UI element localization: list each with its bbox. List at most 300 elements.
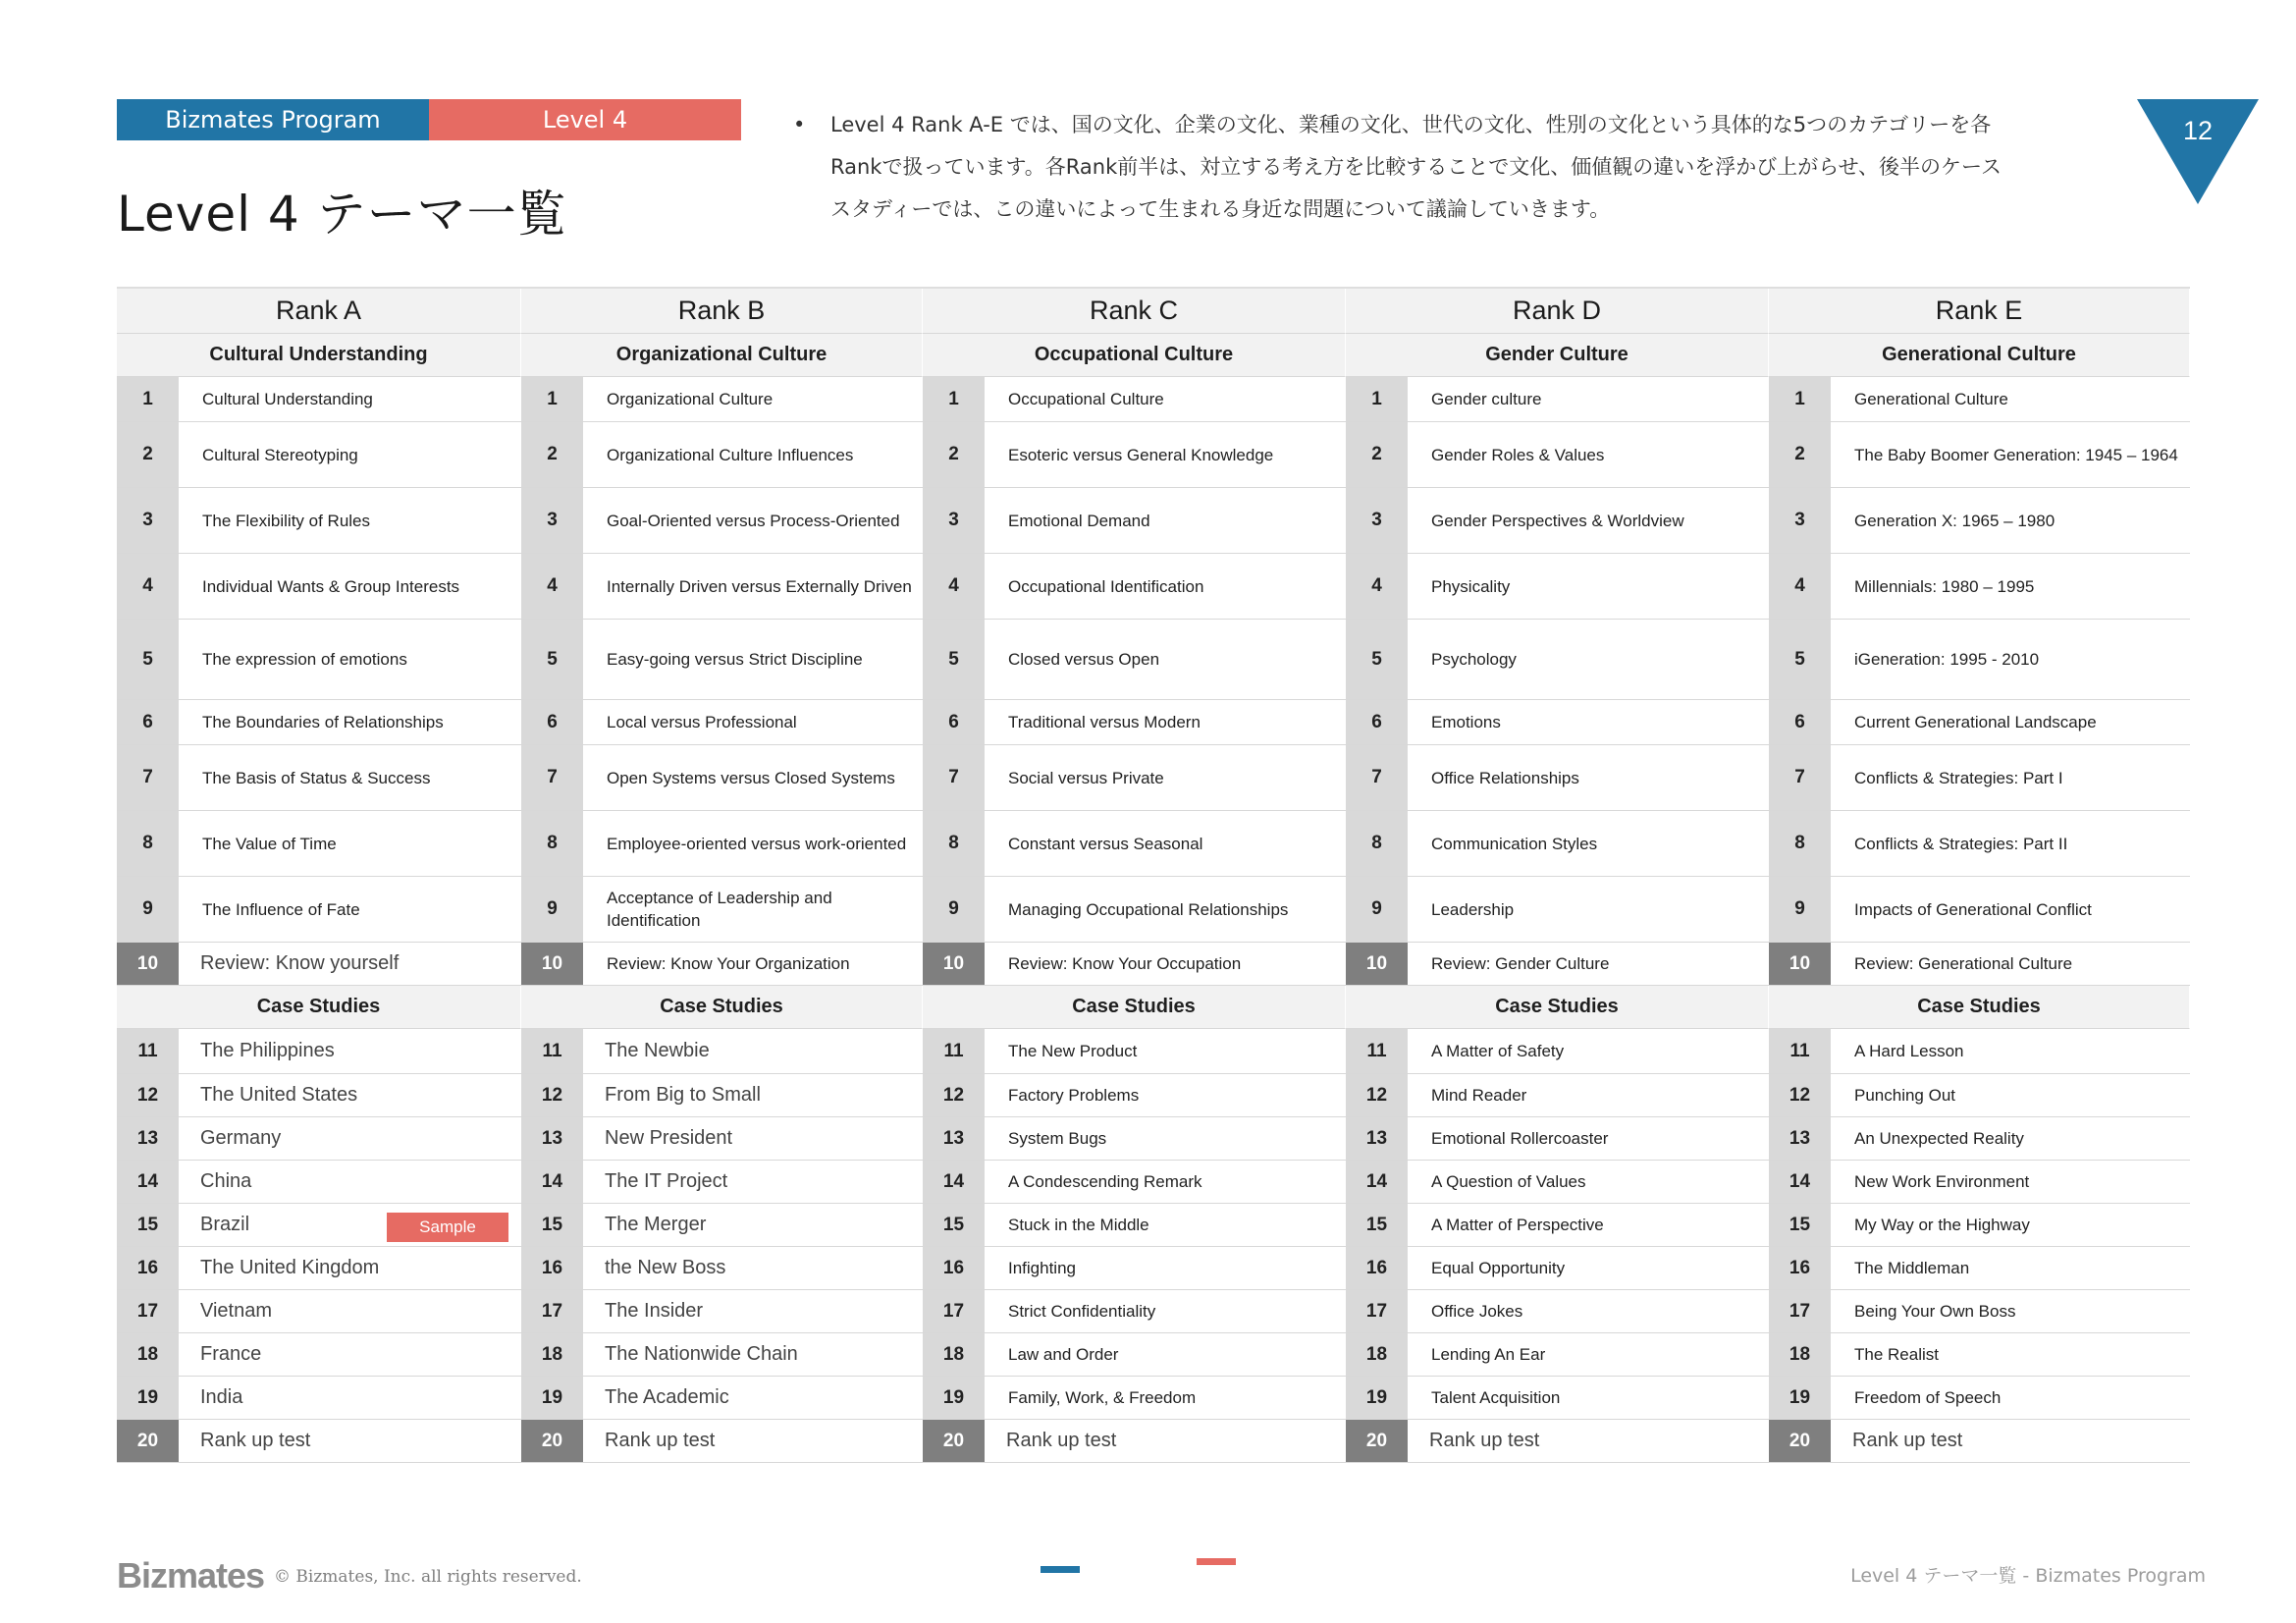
row-title: Mind Reader bbox=[1431, 1086, 1527, 1105]
cases-row bbox=[521, 1377, 923, 1420]
row-number: 12 bbox=[117, 1074, 179, 1116]
decor-dash-blue bbox=[1041, 1566, 1080, 1573]
cases-row bbox=[521, 1420, 923, 1463]
row-number: 8 bbox=[1769, 811, 1831, 876]
row-title: The Realist bbox=[1854, 1345, 1939, 1364]
row-number: 3 bbox=[923, 488, 985, 553]
cases-row bbox=[923, 1333, 1346, 1377]
row-number: 14 bbox=[521, 1161, 583, 1203]
row-title: China bbox=[200, 1170, 252, 1192]
program-tag: Bizmates Program bbox=[117, 99, 429, 140]
row-number: 13 bbox=[1346, 1117, 1408, 1160]
row-number: 6 bbox=[521, 700, 583, 744]
footer-logo: Bizmates bbox=[117, 1555, 265, 1596]
lessons-row bbox=[1769, 943, 2190, 986]
case-studies-header: Case Studies bbox=[117, 986, 521, 1029]
row-number: 20 bbox=[1346, 1420, 1408, 1462]
row-title: Lending An Ear bbox=[1431, 1345, 1546, 1364]
row-number: 7 bbox=[1346, 745, 1408, 810]
category-header: Gender Culture bbox=[1346, 334, 1769, 377]
row-number: 9 bbox=[1769, 877, 1831, 942]
row-title: Punching Out bbox=[1854, 1086, 1956, 1105]
row-number: 3 bbox=[521, 488, 583, 553]
row-title: Emotional Demand bbox=[1008, 511, 1150, 530]
lessons-row bbox=[117, 745, 521, 811]
row-title: The Value of Time bbox=[202, 834, 337, 853]
lessons-row bbox=[1769, 811, 2190, 877]
row-title: Occupational Identification bbox=[1008, 576, 1204, 596]
row-number: 20 bbox=[1769, 1420, 1831, 1462]
row-title: Cultural Stereotyping bbox=[202, 445, 358, 464]
row-title: The Baby Boomer Generation: 1945 – 1964 bbox=[1854, 445, 2178, 464]
category-header: Occupational Culture bbox=[923, 334, 1346, 377]
row-number: 13 bbox=[1769, 1117, 1831, 1160]
lessons-row bbox=[117, 422, 521, 488]
row-number: 15 bbox=[521, 1204, 583, 1246]
row-title: Goal-Oriented versus Process-Oriented bbox=[607, 511, 900, 530]
bullet-marker: • bbox=[793, 113, 806, 136]
cases-row bbox=[923, 1204, 1346, 1247]
theme-table bbox=[117, 287, 2190, 1463]
cases-row bbox=[923, 1029, 1346, 1074]
row-number: 5 bbox=[1769, 620, 1831, 699]
lessons-row bbox=[521, 811, 923, 877]
row-title: Rank up test bbox=[1852, 1430, 1963, 1451]
rank-header: Rank A bbox=[117, 289, 521, 334]
row-number: 15 bbox=[117, 1204, 179, 1246]
row-title: Conflicts & Strategies: Part II bbox=[1854, 834, 2068, 853]
lessons-row bbox=[1769, 422, 2190, 488]
cases-row bbox=[1346, 1161, 1769, 1204]
row-title: Talent Acquisition bbox=[1431, 1388, 1561, 1407]
row-number: 7 bbox=[923, 745, 985, 810]
cases-row bbox=[1769, 1247, 2190, 1290]
row-title: Emotional Rollercoaster bbox=[1431, 1129, 1609, 1148]
row-title: A Matter of Perspective bbox=[1431, 1216, 1604, 1234]
row-title: Traditional versus Modern bbox=[1008, 713, 1201, 731]
lessons-row bbox=[923, 422, 1346, 488]
cases-row bbox=[521, 1117, 923, 1161]
lessons-row bbox=[521, 943, 923, 986]
row-title: Review: Know Your Organization bbox=[607, 954, 850, 973]
lessons-row bbox=[1346, 422, 1769, 488]
lessons-row bbox=[521, 745, 923, 811]
row-number: 5 bbox=[117, 620, 179, 699]
lessons-row bbox=[923, 554, 1346, 620]
row-title: Rank up test bbox=[1429, 1430, 1540, 1451]
row-number: 6 bbox=[923, 700, 985, 744]
row-title: The Nationwide Chain bbox=[605, 1343, 798, 1365]
row-number: 10 bbox=[117, 943, 179, 985]
row-title: the New Boss bbox=[605, 1257, 726, 1278]
cases-row bbox=[1769, 1161, 2190, 1204]
row-title: Freedom of Speech bbox=[1854, 1388, 2002, 1407]
row-number: 11 bbox=[117, 1029, 179, 1073]
sample-badge: Sample bbox=[387, 1213, 508, 1242]
row-number: 15 bbox=[1346, 1204, 1408, 1246]
row-title: Rank up test bbox=[200, 1430, 311, 1451]
row-title: Strict Confidentiality bbox=[1008, 1302, 1156, 1321]
lessons-row bbox=[1769, 877, 2190, 943]
row-number: 19 bbox=[923, 1377, 985, 1419]
lessons-row bbox=[1346, 811, 1769, 877]
cases-row bbox=[1346, 1029, 1769, 1074]
row-number: 12 bbox=[923, 1074, 985, 1116]
row-number: 16 bbox=[1769, 1247, 1831, 1289]
row-number: 4 bbox=[1769, 554, 1831, 619]
row-number: 4 bbox=[923, 554, 985, 619]
row-title: The United Kingdom bbox=[200, 1257, 380, 1278]
row-number: 12 bbox=[521, 1074, 583, 1116]
lessons-row bbox=[117, 943, 521, 986]
row-title: The Middleman bbox=[1854, 1259, 1970, 1277]
lessons-row bbox=[117, 620, 521, 700]
row-number: 19 bbox=[521, 1377, 583, 1419]
row-number: 1 bbox=[923, 377, 985, 421]
cases-row bbox=[923, 1161, 1346, 1204]
row-title: Closed versus Open bbox=[1008, 650, 1160, 669]
cases-row bbox=[117, 1290, 521, 1333]
lessons-row bbox=[1346, 554, 1769, 620]
row-title: Employee-oriented versus work-oriented bbox=[607, 834, 907, 853]
row-number: 12 bbox=[1346, 1074, 1408, 1116]
row-title: Acceptance of Leadership and Identification bbox=[607, 889, 832, 930]
row-number: 12 bbox=[1769, 1074, 1831, 1116]
row-number: 10 bbox=[923, 943, 985, 985]
row-number: 1 bbox=[117, 377, 179, 421]
row-number: 8 bbox=[117, 811, 179, 876]
row-number: 20 bbox=[923, 1420, 985, 1462]
row-title: Physicality bbox=[1431, 576, 1511, 596]
row-title: The United States bbox=[200, 1084, 358, 1106]
row-number: 17 bbox=[1346, 1290, 1408, 1332]
row-title: Office Jokes bbox=[1431, 1302, 1523, 1321]
row-number: 1 bbox=[1346, 377, 1408, 421]
row-title: Infighting bbox=[1008, 1259, 1076, 1277]
row-title: Internally Driven versus Externally Driven bbox=[607, 576, 912, 596]
intro-line-2: Rankで扱っています。各Rank前半は、対立する考え方を比較することで文化、価値観の違いを浮かび上がらせ、後半のケース bbox=[830, 155, 2002, 179]
row-number: 13 bbox=[923, 1117, 985, 1160]
cases-row bbox=[1769, 1333, 2190, 1377]
row-title: My Way or the Highway bbox=[1854, 1216, 2030, 1234]
cases-row bbox=[1346, 1074, 1769, 1117]
row-title: Vietnam bbox=[200, 1300, 273, 1322]
row-number: 2 bbox=[117, 422, 179, 487]
case-studies-header: Case Studies bbox=[923, 986, 1346, 1029]
category-header: Generational Culture bbox=[1769, 334, 2190, 377]
row-title: Millennials: 1980 – 1995 bbox=[1854, 576, 2035, 596]
row-title: Review: Know yourself bbox=[200, 952, 400, 974]
row-title: Emotions bbox=[1431, 713, 1501, 731]
lessons-row bbox=[923, 811, 1346, 877]
row-title: Communication Styles bbox=[1431, 834, 1598, 853]
cases-row bbox=[117, 1161, 521, 1204]
row-title: An Unexpected Reality bbox=[1854, 1129, 2024, 1148]
row-number: 2 bbox=[521, 422, 583, 487]
row-title: Organizational Culture bbox=[607, 390, 774, 408]
row-number: 6 bbox=[1769, 700, 1831, 744]
row-title: Review: Gender Culture bbox=[1431, 954, 1610, 973]
cases-row bbox=[1769, 1290, 2190, 1333]
cases-row bbox=[521, 1290, 923, 1333]
row-number: 17 bbox=[923, 1290, 985, 1332]
row-title: The Philippines bbox=[200, 1040, 335, 1061]
lessons-row bbox=[1346, 745, 1769, 811]
row-number: 16 bbox=[521, 1247, 583, 1289]
case-studies-header: Case Studies bbox=[521, 986, 923, 1029]
row-number: 1 bbox=[521, 377, 583, 421]
row-title: The Basis of Status & Success bbox=[202, 768, 431, 787]
intro-line-3: スタディーでは、この違いによって生まれる身近な問題について議論していきます。 bbox=[830, 197, 1611, 221]
row-number: 14 bbox=[117, 1161, 179, 1203]
lessons-row bbox=[923, 488, 1346, 554]
row-number: 18 bbox=[1769, 1333, 1831, 1376]
lessons-row bbox=[117, 554, 521, 620]
row-number: 7 bbox=[521, 745, 583, 810]
row-title: Cultural Understanding bbox=[202, 390, 373, 408]
row-title: The expression of emotions bbox=[202, 650, 407, 669]
level-tag: Level 4 bbox=[429, 99, 741, 140]
cases-row bbox=[1346, 1247, 1769, 1290]
row-title: Law and Order bbox=[1008, 1345, 1119, 1364]
row-title: Germany bbox=[200, 1127, 282, 1149]
row-title: Rank up test bbox=[605, 1430, 716, 1451]
row-number: 4 bbox=[521, 554, 583, 619]
row-title: Gender Perspectives & Worldview bbox=[1431, 511, 1684, 530]
lessons-row bbox=[923, 700, 1346, 745]
row-number: 16 bbox=[923, 1247, 985, 1289]
row-title: Stuck in the Middle bbox=[1008, 1216, 1149, 1234]
page-title: Level 4 テーマ一覧 bbox=[117, 186, 567, 243]
row-number: 19 bbox=[1346, 1377, 1408, 1419]
cases-row bbox=[1346, 1420, 1769, 1463]
lessons-row bbox=[521, 554, 923, 620]
lessons-row bbox=[923, 943, 1346, 986]
row-title: France bbox=[200, 1343, 262, 1365]
row-title: System Bugs bbox=[1008, 1129, 1107, 1148]
lessons-row bbox=[521, 422, 923, 488]
row-title: Esoteric versus General Knowledge bbox=[1008, 445, 1274, 464]
cases-row bbox=[1346, 1204, 1769, 1247]
row-number: 7 bbox=[1769, 745, 1831, 810]
row-number: 15 bbox=[923, 1204, 985, 1246]
lessons-row bbox=[1769, 377, 2190, 422]
rank-header: Rank B bbox=[521, 289, 923, 334]
row-title: Factory Problems bbox=[1008, 1086, 1140, 1105]
row-title: The Academic bbox=[605, 1386, 729, 1408]
row-number: 15 bbox=[1769, 1204, 1831, 1246]
footer-right-text: Level 4 テーマ一覧 - Bizmates Program bbox=[1850, 1565, 2206, 1587]
cases-row bbox=[923, 1074, 1346, 1117]
row-title: iGeneration: 1995 - 2010 bbox=[1854, 650, 2040, 669]
row-title: The Boundaries of Relationships bbox=[202, 713, 444, 731]
row-number: 19 bbox=[1769, 1377, 1831, 1419]
row-title: Psychology bbox=[1431, 650, 1517, 669]
cases-row bbox=[117, 1117, 521, 1161]
category-header: Cultural Understanding bbox=[117, 334, 521, 377]
lessons-row bbox=[1346, 377, 1769, 422]
lessons-row bbox=[923, 620, 1346, 700]
row-title: Being Your Own Boss bbox=[1854, 1302, 2016, 1321]
row-number: 19 bbox=[117, 1377, 179, 1419]
row-title: Review: Generational Culture bbox=[1854, 954, 2073, 973]
row-title: Easy-going versus Strict Discipline bbox=[607, 650, 863, 669]
row-number: 9 bbox=[521, 877, 583, 942]
lessons-row bbox=[521, 877, 923, 943]
lessons-row bbox=[1769, 554, 2190, 620]
lessons-row bbox=[1769, 745, 2190, 811]
lessons-row bbox=[1769, 488, 2190, 554]
row-number: 16 bbox=[117, 1247, 179, 1289]
row-number: 2 bbox=[923, 422, 985, 487]
intro-text bbox=[793, 104, 2089, 231]
row-number: 16 bbox=[1346, 1247, 1408, 1289]
row-title: Organizational Culture Influences bbox=[607, 445, 854, 464]
cases-row bbox=[1346, 1333, 1769, 1377]
cases-row bbox=[117, 1377, 521, 1420]
row-title: The Flexibility of Rules bbox=[202, 511, 371, 530]
lessons-row bbox=[521, 377, 923, 422]
rank-header: Rank D bbox=[1346, 289, 1769, 334]
row-number: 5 bbox=[521, 620, 583, 699]
row-number: 2 bbox=[1346, 422, 1408, 487]
row-number: 10 bbox=[521, 943, 583, 985]
row-number: 11 bbox=[923, 1029, 985, 1073]
row-title: Impacts of Generational Conflict bbox=[1854, 899, 2092, 919]
row-title: Office Relationships bbox=[1431, 768, 1579, 787]
row-title: Constant versus Seasonal bbox=[1008, 834, 1203, 853]
lessons-row bbox=[1769, 620, 2190, 700]
lessons-row bbox=[923, 745, 1346, 811]
row-number: 18 bbox=[521, 1333, 583, 1376]
category-header: Organizational Culture bbox=[521, 334, 923, 377]
row-number: 20 bbox=[117, 1420, 179, 1462]
lessons-row bbox=[117, 700, 521, 745]
row-number: 11 bbox=[521, 1029, 583, 1073]
lessons-row bbox=[923, 377, 1346, 422]
cases-row bbox=[521, 1247, 923, 1290]
lessons-row bbox=[1346, 700, 1769, 745]
row-title: The Influence of Fate bbox=[202, 899, 360, 919]
row-number: 4 bbox=[1346, 554, 1408, 619]
row-number: 18 bbox=[1346, 1333, 1408, 1376]
row-title: Conflicts & Strategies: Part I bbox=[1854, 768, 2063, 787]
row-number: 14 bbox=[923, 1161, 985, 1203]
cases-row bbox=[1346, 1290, 1769, 1333]
footer-copyright: © Bizmates, Inc. all rights reserved. bbox=[274, 1567, 582, 1587]
cases-row bbox=[923, 1290, 1346, 1333]
cases-row bbox=[1769, 1117, 2190, 1161]
cases-row bbox=[117, 1029, 521, 1074]
lessons-row bbox=[1769, 700, 2190, 745]
case-studies-header: Case Studies bbox=[1346, 986, 1769, 1029]
row-number: 5 bbox=[923, 620, 985, 699]
cases-row bbox=[117, 1074, 521, 1117]
row-title: The Merger bbox=[605, 1214, 707, 1235]
row-number: 7 bbox=[117, 745, 179, 810]
row-number: 4 bbox=[117, 554, 179, 619]
row-title: The IT Project bbox=[605, 1170, 728, 1192]
row-number: 8 bbox=[923, 811, 985, 876]
cases-row bbox=[117, 1247, 521, 1290]
row-title: New President bbox=[605, 1127, 733, 1149]
decor-dash-red bbox=[1197, 1558, 1236, 1565]
lessons-row bbox=[117, 377, 521, 422]
cases-row bbox=[1346, 1377, 1769, 1420]
row-number: 8 bbox=[521, 811, 583, 876]
row-title: Current Generational Landscape bbox=[1854, 713, 2097, 731]
row-number: 11 bbox=[1346, 1029, 1408, 1073]
row-title: Open Systems versus Closed Systems bbox=[607, 768, 895, 787]
row-number: 10 bbox=[1346, 943, 1408, 985]
row-number: 3 bbox=[1769, 488, 1831, 553]
row-title: A Matter of Safety bbox=[1431, 1042, 1565, 1060]
row-number: 17 bbox=[1769, 1290, 1831, 1332]
row-title: Individual Wants & Group Interests bbox=[202, 576, 460, 596]
row-title: Local versus Professional bbox=[607, 713, 797, 731]
cases-row bbox=[1769, 1377, 2190, 1420]
row-number: 18 bbox=[117, 1333, 179, 1376]
row-number: 6 bbox=[117, 700, 179, 744]
cases-row bbox=[521, 1074, 923, 1117]
row-title: Review: Know Your Occupation bbox=[1008, 954, 1242, 973]
row-number: 9 bbox=[923, 877, 985, 942]
row-title: Generation X: 1965 – 1980 bbox=[1854, 511, 2056, 530]
cases-row bbox=[1769, 1204, 2190, 1247]
lessons-row bbox=[521, 620, 923, 700]
row-title: Family, Work, & Freedom bbox=[1008, 1388, 1197, 1407]
cases-row bbox=[521, 1161, 923, 1204]
row-title: Occupational Culture bbox=[1008, 390, 1164, 408]
cases-row bbox=[923, 1117, 1346, 1161]
row-title: A Question of Values bbox=[1431, 1172, 1586, 1191]
lessons-row bbox=[521, 700, 923, 745]
row-title: The New Product bbox=[1008, 1042, 1138, 1060]
case-studies-header: Case Studies bbox=[1769, 986, 2190, 1029]
lessons-row bbox=[521, 488, 923, 554]
row-number: 3 bbox=[1346, 488, 1408, 553]
cases-row bbox=[521, 1029, 923, 1074]
row-title: Managing Occupational Relationships bbox=[1008, 899, 1289, 919]
cases-row bbox=[1769, 1029, 2190, 1074]
row-title: The Newbie bbox=[605, 1040, 710, 1061]
lessons-row bbox=[1346, 488, 1769, 554]
row-number: 14 bbox=[1769, 1161, 1831, 1203]
row-number: 14 bbox=[1346, 1161, 1408, 1203]
lessons-row bbox=[117, 488, 521, 554]
row-title: Social versus Private bbox=[1008, 768, 1164, 787]
cases-row bbox=[1769, 1074, 2190, 1117]
row-title: New Work Environment bbox=[1854, 1172, 2030, 1191]
row-number: 8 bbox=[1346, 811, 1408, 876]
lessons-row bbox=[1346, 943, 1769, 986]
row-title: Gender culture bbox=[1431, 390, 1542, 408]
cases-row bbox=[521, 1333, 923, 1377]
row-title: Brazil bbox=[200, 1214, 250, 1235]
row-number: 3 bbox=[117, 488, 179, 553]
lessons-row bbox=[117, 811, 521, 877]
rank-header: Rank C bbox=[923, 289, 1346, 334]
lessons-row bbox=[1346, 620, 1769, 700]
row-number: 9 bbox=[117, 877, 179, 942]
row-number: 20 bbox=[521, 1420, 583, 1462]
lessons-row bbox=[923, 877, 1346, 943]
cases-row bbox=[1769, 1420, 2190, 1463]
row-number: 11 bbox=[1769, 1029, 1831, 1073]
cases-row bbox=[923, 1247, 1346, 1290]
row-title: Generational Culture bbox=[1854, 390, 2008, 408]
row-title: The Insider bbox=[605, 1300, 704, 1322]
